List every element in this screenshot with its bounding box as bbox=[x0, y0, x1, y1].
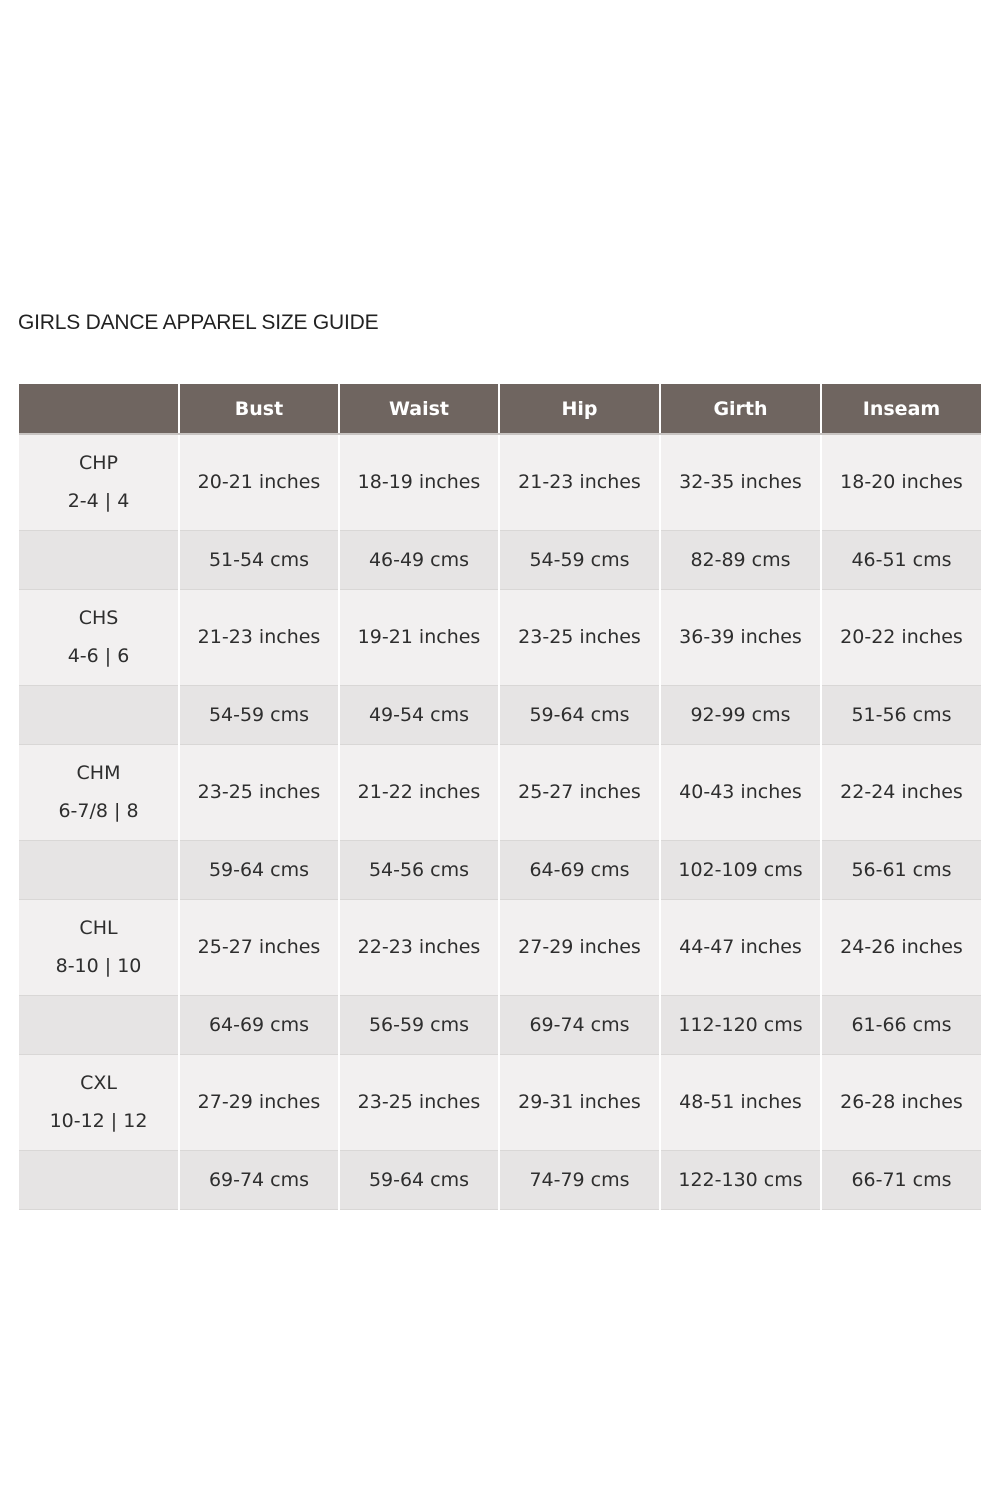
table-row-chl-inches bbox=[19, 899, 981, 995]
size-range: 6-7/8 | 8 bbox=[58, 800, 139, 822]
bust-inches-cell: 20-21 inches bbox=[179, 434, 339, 530]
waist-cms-cell: 59-64 cms bbox=[339, 1150, 499, 1209]
bust-cms-cell: 69-74 cms bbox=[179, 1150, 339, 1209]
table-header-row bbox=[19, 384, 981, 434]
bust-cms-cell: 59-64 cms bbox=[179, 840, 339, 899]
empty-size-cell bbox=[19, 995, 179, 1054]
girth-cms-cell: 112-120 cms bbox=[660, 995, 821, 1054]
girth-inches-cell: 48-51 inches bbox=[660, 1054, 821, 1150]
table-row-chm-inches bbox=[19, 744, 981, 840]
size-range: 8-10 | 10 bbox=[55, 955, 142, 977]
size-label-cell bbox=[19, 1054, 179, 1150]
size-label-cell bbox=[19, 744, 179, 840]
inseam-inches-cell: 24-26 inches bbox=[821, 899, 981, 995]
waist-cms-cell: 54-56 cms bbox=[339, 840, 499, 899]
size-label-cell bbox=[19, 589, 179, 685]
girth-cms-cell: 92-99 cms bbox=[660, 685, 821, 744]
size-guide-table bbox=[19, 384, 981, 1210]
size-code: CHL bbox=[79, 917, 118, 939]
girth-cms-cell: 122-130 cms bbox=[660, 1150, 821, 1209]
table-row-chs-inches bbox=[19, 589, 981, 685]
hip-inches-cell: 23-25 inches bbox=[499, 589, 660, 685]
girth-inches-cell: 40-43 inches bbox=[660, 744, 821, 840]
header-bust: Bust bbox=[179, 384, 339, 434]
bust-inches-cell: 21-23 inches bbox=[179, 589, 339, 685]
header-size bbox=[19, 384, 179, 434]
inseam-cms-cell: 61-66 cms bbox=[821, 995, 981, 1054]
inseam-cms-cell: 46-51 cms bbox=[821, 530, 981, 589]
inseam-inches-cell: 26-28 inches bbox=[821, 1054, 981, 1150]
hip-cms-cell: 54-59 cms bbox=[499, 530, 660, 589]
girth-cms-cell: 102-109 cms bbox=[660, 840, 821, 899]
size-range: 2-4 | 4 bbox=[67, 490, 130, 513]
waist-cms-cell: 56-59 cms bbox=[339, 995, 499, 1054]
hip-cms-cell: 59-64 cms bbox=[499, 685, 660, 744]
table-row-chl-cms bbox=[19, 995, 981, 1054]
size-code: CXL bbox=[80, 1072, 117, 1094]
hip-inches-cell: 21-23 inches bbox=[499, 434, 660, 530]
size-code: CHP bbox=[78, 452, 118, 475]
waist-cms-cell: 46-49 cms bbox=[339, 530, 499, 589]
header-inseam: Inseam bbox=[821, 384, 981, 434]
table-row-chs-cms bbox=[19, 685, 981, 744]
table-row-cxl-cms bbox=[19, 1150, 981, 1209]
table-body bbox=[19, 434, 981, 1209]
empty-size-cell bbox=[19, 1150, 179, 1209]
bust-cms-cell: 54-59 cms bbox=[179, 685, 339, 744]
table-row-chm-cms bbox=[19, 840, 981, 899]
hip-cms-cell: 64-69 cms bbox=[499, 840, 660, 899]
girth-inches-cell: 44-47 inches bbox=[660, 899, 821, 995]
size-range: 4-6 | 6 bbox=[67, 645, 130, 667]
header-waist: Waist bbox=[339, 384, 499, 434]
empty-size-cell bbox=[19, 685, 179, 744]
inseam-cms-cell: 66-71 cms bbox=[821, 1150, 981, 1209]
bust-cms-cell: 64-69 cms bbox=[179, 995, 339, 1054]
hip-cms-cell: 69-74 cms bbox=[499, 995, 660, 1054]
table-row-cxl-inches bbox=[19, 1054, 981, 1150]
inseam-inches-cell: 20-22 inches bbox=[821, 589, 981, 685]
header-girth: Girth bbox=[660, 384, 821, 434]
waist-cms-cell: 49-54 cms bbox=[339, 685, 499, 744]
inseam-cms-cell: 56-61 cms bbox=[821, 840, 981, 899]
size-range: 10-12 | 12 bbox=[49, 1110, 148, 1132]
bust-inches-cell: 27-29 inches bbox=[179, 1054, 339, 1150]
girth-inches-cell: 32-35 inches bbox=[660, 434, 821, 530]
hip-inches-cell: 29-31 inches bbox=[499, 1054, 660, 1150]
page-title: GIRLS DANCE APPAREL SIZE GUIDE bbox=[18, 311, 379, 334]
waist-inches-cell: 21-22 inches bbox=[339, 744, 499, 840]
size-code: CHS bbox=[78, 607, 119, 629]
bust-cms-cell: 51-54 cms bbox=[179, 530, 339, 589]
inseam-inches-cell: 18-20 inches bbox=[821, 434, 981, 530]
empty-size-cell bbox=[19, 840, 179, 899]
waist-inches-cell: 22-23 inches bbox=[339, 899, 499, 995]
bust-inches-cell: 25-27 inches bbox=[179, 899, 339, 995]
hip-inches-cell: 25-27 inches bbox=[499, 744, 660, 840]
waist-inches-cell: 23-25 inches bbox=[339, 1054, 499, 1150]
bust-inches-cell: 23-25 inches bbox=[179, 744, 339, 840]
size-code: CHM bbox=[76, 762, 121, 784]
size-label-cell bbox=[19, 434, 179, 530]
inseam-cms-cell: 51-56 cms bbox=[821, 685, 981, 744]
hip-cms-cell: 74-79 cms bbox=[499, 1150, 660, 1209]
waist-inches-cell: 18-19 inches bbox=[339, 434, 499, 530]
girth-inches-cell: 36-39 inches bbox=[660, 589, 821, 685]
empty-size-cell bbox=[19, 530, 179, 589]
table-row-chp-inches bbox=[19, 434, 981, 530]
hip-inches-cell: 27-29 inches bbox=[499, 899, 660, 995]
girth-cms-cell: 82-89 cms bbox=[660, 530, 821, 589]
table-row-chp-cms bbox=[19, 530, 981, 589]
header-hip: Hip bbox=[499, 384, 660, 434]
waist-inches-cell: 19-21 inches bbox=[339, 589, 499, 685]
inseam-inches-cell: 22-24 inches bbox=[821, 744, 981, 840]
size-label-cell bbox=[19, 899, 179, 995]
